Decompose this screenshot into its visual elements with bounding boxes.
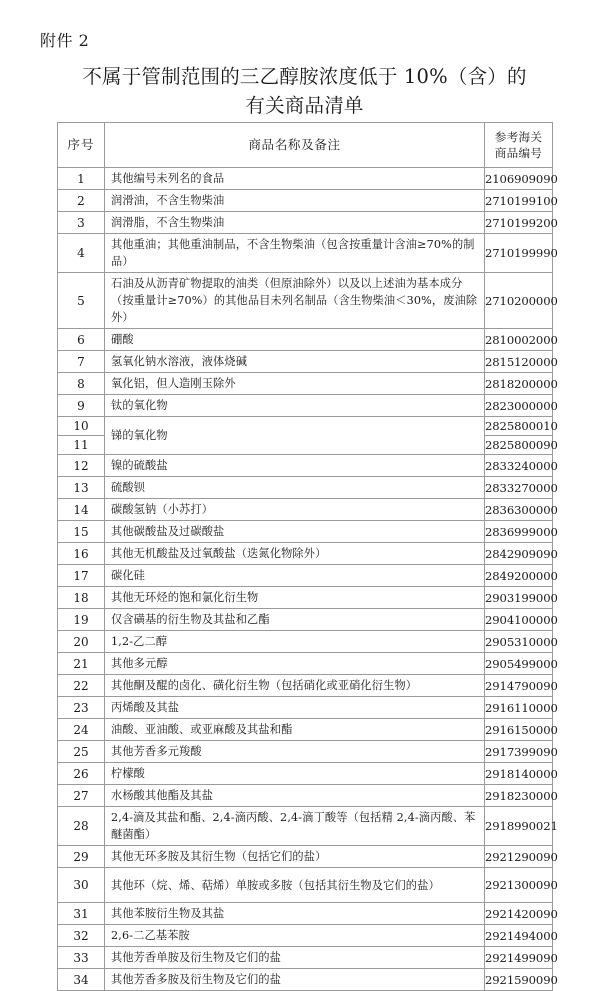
cell-sequence-number: 20 bbox=[58, 631, 105, 653]
cell-sequence-number: 13 bbox=[58, 477, 105, 499]
cell-customs-code: 2921590090 bbox=[485, 969, 553, 991]
cell-customs-code: 2810002000 bbox=[485, 329, 553, 351]
cell-sequence-number: 31 bbox=[58, 903, 105, 925]
table-row bbox=[58, 969, 553, 991]
cell-goods-name: 其他多元醇 bbox=[105, 653, 485, 675]
table-row bbox=[58, 190, 553, 212]
page-title bbox=[57, 62, 552, 120]
table-row bbox=[58, 351, 553, 373]
cell-customs-code: 2905310000 bbox=[485, 631, 553, 653]
attachment-label: 附件 2 bbox=[40, 31, 90, 50]
cell-sequence-number: 29 bbox=[58, 846, 105, 868]
cell-customs-code: 2710200000 bbox=[485, 273, 553, 329]
cell-goods-name: 1,2-乙二醇 bbox=[105, 631, 485, 653]
cell-customs-code: 2823000000 bbox=[485, 395, 553, 417]
cell-goods-name: 润滑油，不含生物柴油 bbox=[105, 190, 485, 212]
cell-goods-name: 其他环（烷、烯、萜烯）单胺或多胺（包括其衍生物及它们的盐） bbox=[105, 868, 485, 903]
cell-sequence-number: 15 bbox=[58, 521, 105, 543]
cell-goods-name: 柠檬酸 bbox=[105, 763, 485, 785]
table-row bbox=[58, 587, 553, 609]
table-row bbox=[58, 234, 553, 273]
table-row bbox=[58, 499, 553, 521]
cell-sequence-number: 16 bbox=[58, 543, 105, 565]
cell-sequence-number: 23 bbox=[58, 697, 105, 719]
table-row bbox=[58, 719, 553, 741]
cell-customs-code: 2918990021 bbox=[485, 807, 553, 846]
table-row bbox=[58, 741, 553, 763]
cell-customs-code: 2106909090 bbox=[485, 168, 553, 190]
cell-goods-name: 其他芳香多元羧酸 bbox=[105, 741, 485, 763]
cell-goods-name: 其他芳香单胺及衍生物及它们的盐 bbox=[105, 947, 485, 969]
cell-customs-code: 2916110000 bbox=[485, 697, 553, 719]
cell-goods-name: 2,6-二乙基苯胺 bbox=[105, 925, 485, 947]
cell-sequence-number: 30 bbox=[58, 868, 105, 903]
cell-sequence-number: 22 bbox=[58, 675, 105, 697]
cell-goods-name: 碳酸氢钠（小苏打） bbox=[105, 499, 485, 521]
column-header-code-line-1: 参考海关 bbox=[494, 130, 543, 144]
cell-customs-code: 2905499000 bbox=[485, 653, 553, 675]
cell-goods-name: 锑的氧化物 bbox=[105, 417, 485, 455]
cell-sequence-number: 3 bbox=[58, 212, 105, 234]
table-row bbox=[58, 609, 553, 631]
cell-goods-name: 丙烯酸及其盐 bbox=[105, 697, 485, 719]
cell-goods-name: 硼酸 bbox=[105, 329, 485, 351]
cell-customs-code: 2918140000 bbox=[485, 763, 553, 785]
cell-sequence-number: 19 bbox=[58, 609, 105, 631]
cell-goods-name: 其他酮及醌的卤化、磺化衍生物（包括硝化或亚硝化衍生物） bbox=[105, 675, 485, 697]
table-row bbox=[58, 675, 553, 697]
cell-customs-code: 2918230000 bbox=[485, 785, 553, 807]
cell-goods-name: 氢氧化钠水溶液，液体烧碱 bbox=[105, 351, 485, 373]
cell-customs-code: 2914790090 bbox=[485, 675, 553, 697]
cell-customs-code: 2916150000 bbox=[485, 719, 553, 741]
cell-customs-code: 2825800010 bbox=[485, 417, 553, 436]
cell-sequence-number: 12 bbox=[58, 455, 105, 477]
cell-customs-code: 2836999000 bbox=[485, 521, 553, 543]
cell-goods-name: 2,4-滴及其盐和酯、2,4-滴丙酸、2,4-滴丁酸等（包括精 2,4-滴丙酸、苯醚菌酯） bbox=[105, 807, 485, 846]
cell-goods-name: 油酸、亚油酸、或亚麻酸及其盐和酯 bbox=[105, 719, 485, 741]
cell-goods-name: 氧化铝，但人造刚玉除外 bbox=[105, 373, 485, 395]
cell-sequence-number: 9 bbox=[58, 395, 105, 417]
cell-goods-name: 其他无环多胺及其衍生物（包括它们的盐） bbox=[105, 846, 485, 868]
cell-goods-name: 其他苯胺衍生物及其盐 bbox=[105, 903, 485, 925]
column-header-code-line-2: 商品编号 bbox=[494, 146, 543, 160]
cell-goods-name: 仅含磺基的衍生物及其盐和乙酯 bbox=[105, 609, 485, 631]
column-header-name: 商品名称及备注 bbox=[105, 123, 485, 168]
cell-goods-name: 钛的氧化物 bbox=[105, 395, 485, 417]
page-title-line-2: 有关商品清单 bbox=[245, 94, 364, 117]
cell-sequence-number: 28 bbox=[58, 807, 105, 846]
table-row bbox=[58, 763, 553, 785]
cell-goods-name: 石油及从沥青矿物提取的油类（但原油除外）以及以上述油为基本成分（按重量计≥70%）的其他品目未列名制品（含生物柴油＜30%，废油除外） bbox=[105, 273, 485, 329]
table-row bbox=[58, 846, 553, 868]
cell-customs-code: 2921300090 bbox=[485, 868, 553, 903]
table-row bbox=[58, 631, 553, 653]
table-header bbox=[58, 123, 553, 168]
table-row bbox=[58, 395, 553, 417]
cell-sequence-number: 25 bbox=[58, 741, 105, 763]
cell-goods-name: 其他无机酸盐及过氧酸盐（迭氮化物除外） bbox=[105, 543, 485, 565]
table-row bbox=[58, 417, 553, 436]
cell-goods-name: 润滑脂，不含生物柴油 bbox=[105, 212, 485, 234]
table-row bbox=[58, 329, 553, 351]
table-row bbox=[58, 521, 553, 543]
table-row bbox=[58, 653, 553, 675]
cell-customs-code: 2833270000 bbox=[485, 477, 553, 499]
cell-sequence-number: 5 bbox=[58, 273, 105, 329]
cell-sequence-number: 33 bbox=[58, 947, 105, 969]
cell-sequence-number: 14 bbox=[58, 499, 105, 521]
table-row bbox=[58, 947, 553, 969]
cell-sequence-number: 4 bbox=[58, 234, 105, 273]
table-row bbox=[58, 273, 553, 329]
cell-sequence-number: 21 bbox=[58, 653, 105, 675]
cell-customs-code: 2921499090 bbox=[485, 947, 553, 969]
cell-customs-code: 2825800090 bbox=[485, 436, 553, 455]
cell-goods-name: 其他编号未列名的食品 bbox=[105, 168, 485, 190]
cell-sequence-number: 34 bbox=[58, 969, 105, 991]
cell-sequence-number: 11 bbox=[58, 436, 105, 455]
table-row bbox=[58, 868, 553, 903]
cell-goods-name: 其他碳酸盐及过碳酸盐 bbox=[105, 521, 485, 543]
table-header-row bbox=[58, 123, 553, 168]
cell-goods-name: 水杨酸其他酯及其盐 bbox=[105, 785, 485, 807]
cell-sequence-number: 10 bbox=[58, 417, 105, 436]
cell-goods-name: 碳化硅 bbox=[105, 565, 485, 587]
cell-sequence-number: 18 bbox=[58, 587, 105, 609]
cell-customs-code: 2849200000 bbox=[485, 565, 553, 587]
cell-customs-code: 2917399090 bbox=[485, 741, 553, 763]
cell-sequence-number: 26 bbox=[58, 763, 105, 785]
table-row bbox=[58, 543, 553, 565]
cell-customs-code: 2710199100 bbox=[485, 190, 553, 212]
cell-goods-name: 其他重油；其他重油制品，不含生物柴油（包含按重量计含油≥70%的制品） bbox=[105, 234, 485, 273]
table-row bbox=[58, 697, 553, 719]
cell-goods-name: 其他芳香多胺及衍生物及它们的盐 bbox=[105, 969, 485, 991]
table-row bbox=[58, 565, 553, 587]
cell-goods-name: 其他无环烃的饱和氯化衍生物 bbox=[105, 587, 485, 609]
cell-customs-code: 2921290090 bbox=[485, 846, 553, 868]
cell-customs-code: 2903199000 bbox=[485, 587, 553, 609]
table-row bbox=[58, 477, 553, 499]
cell-customs-code: 2710199200 bbox=[485, 212, 553, 234]
column-header-code bbox=[485, 123, 553, 168]
table-row bbox=[58, 373, 553, 395]
cell-sequence-number: 2 bbox=[58, 190, 105, 212]
cell-sequence-number: 24 bbox=[58, 719, 105, 741]
table-row bbox=[58, 168, 553, 190]
cell-customs-code: 2815120000 bbox=[485, 351, 553, 373]
cell-customs-code: 2818200000 bbox=[485, 373, 553, 395]
cell-sequence-number: 27 bbox=[58, 785, 105, 807]
cell-customs-code: 2833240000 bbox=[485, 455, 553, 477]
cell-customs-code: 2710199990 bbox=[485, 234, 553, 273]
cell-sequence-number: 7 bbox=[58, 351, 105, 373]
table-row bbox=[58, 455, 553, 477]
cell-sequence-number: 6 bbox=[58, 329, 105, 351]
cell-sequence-number: 32 bbox=[58, 925, 105, 947]
cell-customs-code: 2836300000 bbox=[485, 499, 553, 521]
goods-table bbox=[57, 122, 558, 991]
cell-sequence-number: 1 bbox=[58, 168, 105, 190]
column-header-seq: 序号 bbox=[58, 123, 105, 168]
cell-goods-name: 硫酸钡 bbox=[105, 477, 485, 499]
cell-sequence-number: 17 bbox=[58, 565, 105, 587]
table-row bbox=[58, 212, 553, 234]
cell-sequence-number: 8 bbox=[58, 373, 105, 395]
page-title-line-1: 不属于管制范围的三乙醇胺浓度低于 10%（含）的 bbox=[82, 65, 527, 88]
cell-customs-code: 2921420090 bbox=[485, 903, 553, 925]
table-body bbox=[58, 168, 558, 991]
cell-customs-code: 2904100000 bbox=[485, 609, 553, 631]
table-row bbox=[58, 925, 553, 947]
table-row bbox=[58, 807, 553, 846]
cell-customs-code: 2921494000 bbox=[485, 925, 553, 947]
cell-customs-code: 2842909090 bbox=[485, 543, 553, 565]
table-row bbox=[58, 785, 553, 807]
cell-goods-name: 镍的硫酸盐 bbox=[105, 455, 485, 477]
